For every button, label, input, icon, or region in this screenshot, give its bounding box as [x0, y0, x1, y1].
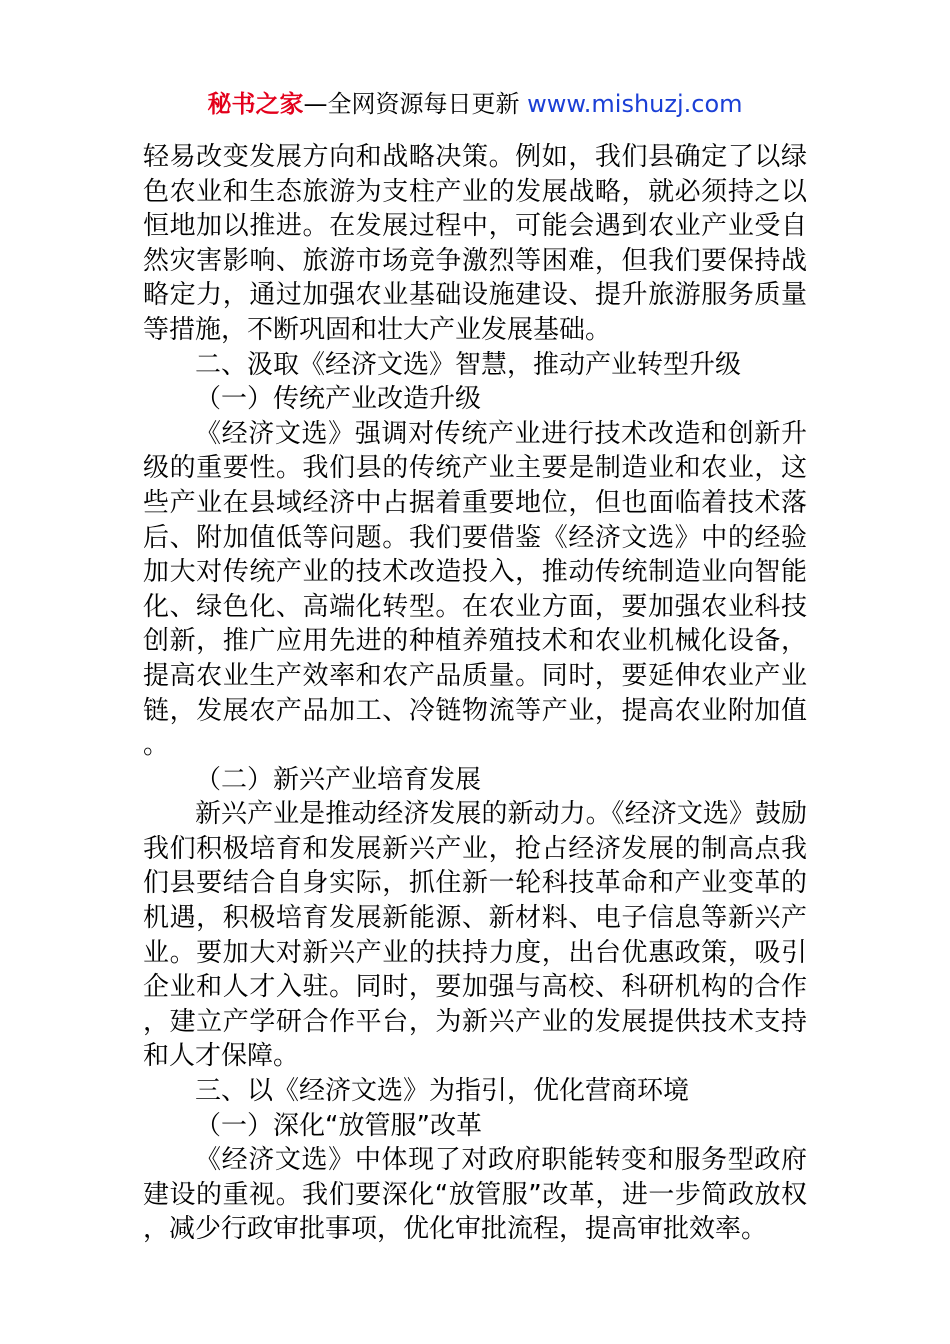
paragraph-continuation: 轻易改变发展方向和战略决策。例如，我们县确定了以绿色农业和生态旅游为支柱产业的发展战略，就必须持之以恒地加以推进。在发展过程中，可能会遇到农业产业受自然灾害影响、旅游市场竞争激烈等困难，但我们要保持战略定力，通过加强农业基础设施建设、提升旅游服务质量等措施，不断巩固和壮大产业发展基础。 [143, 142, 807, 345]
paragraph: 新兴产业是推动经济发展的新动力。《经济文选》鼓励我们积极培育和发展新兴产业，抢占经济发展的制高点我们县要结合自身实际，抓住新一轮科技革命和产业变革的机遇，积极培育发展新能源、新材料、电子信息等新兴产业。要加大对新兴产业的扶持力度，出台优惠政策，吸引企业和人才入驻。同时，要加强与高校、科研机构的合作，建立产学研合作平台，为新兴产业的发展提供技术支持和人才保障。 [143, 799, 807, 1072]
section-heading: 二、汲取《经济文选》智慧，推动产业转型升级 [195, 349, 742, 380]
subsection-heading: （一）传统产业改造升级 [195, 384, 482, 415]
section-heading: 三、以《经济文选》为指引，优化营商环境 [195, 1076, 690, 1107]
brand-name: 秘书之家 [207, 90, 304, 118]
paragraph: 《经济文选》中体现了对政府职能转变和服务型政府建设的重视。我们要深化“放管服”改革，进一步简政放权，减少行政审批事项，优化审批流程，提高审批效率。 [143, 1145, 807, 1245]
subsection-heading: （二）新兴产业培育发展 [195, 764, 482, 795]
page-header [0, 86, 950, 122]
header-tagline: —全网资源每日更新 [303, 90, 528, 118]
paragraph: 《经济文选》强调对传统产业进行技术改造和创新升级的重要性。我们县的传统产业主要是制造业和农业，这些产业在县域经济中占据着重要地位，但也面临着技术落后、附加值低等问题。我们要借鉴《经济文选》中的经验加大对传统产业的技术改造投入，推动传统制造业向智能化、绿色化、高端化转型。在农业方面，要加强农业科技创新，推广应用先进的种植养殖技术和农业机械化设备，提高农业生产效率和农产品质量。同时，要延伸农业产业链，发展农产品加工、冷链物流等产业，提高农业附加值。 [143, 418, 807, 761]
document-body [143, 140, 807, 1247]
site-url-link[interactable]: www.mishuzj.com [527, 90, 743, 118]
subsection-heading: （一）深化“放管服”改革 [195, 1110, 482, 1141]
